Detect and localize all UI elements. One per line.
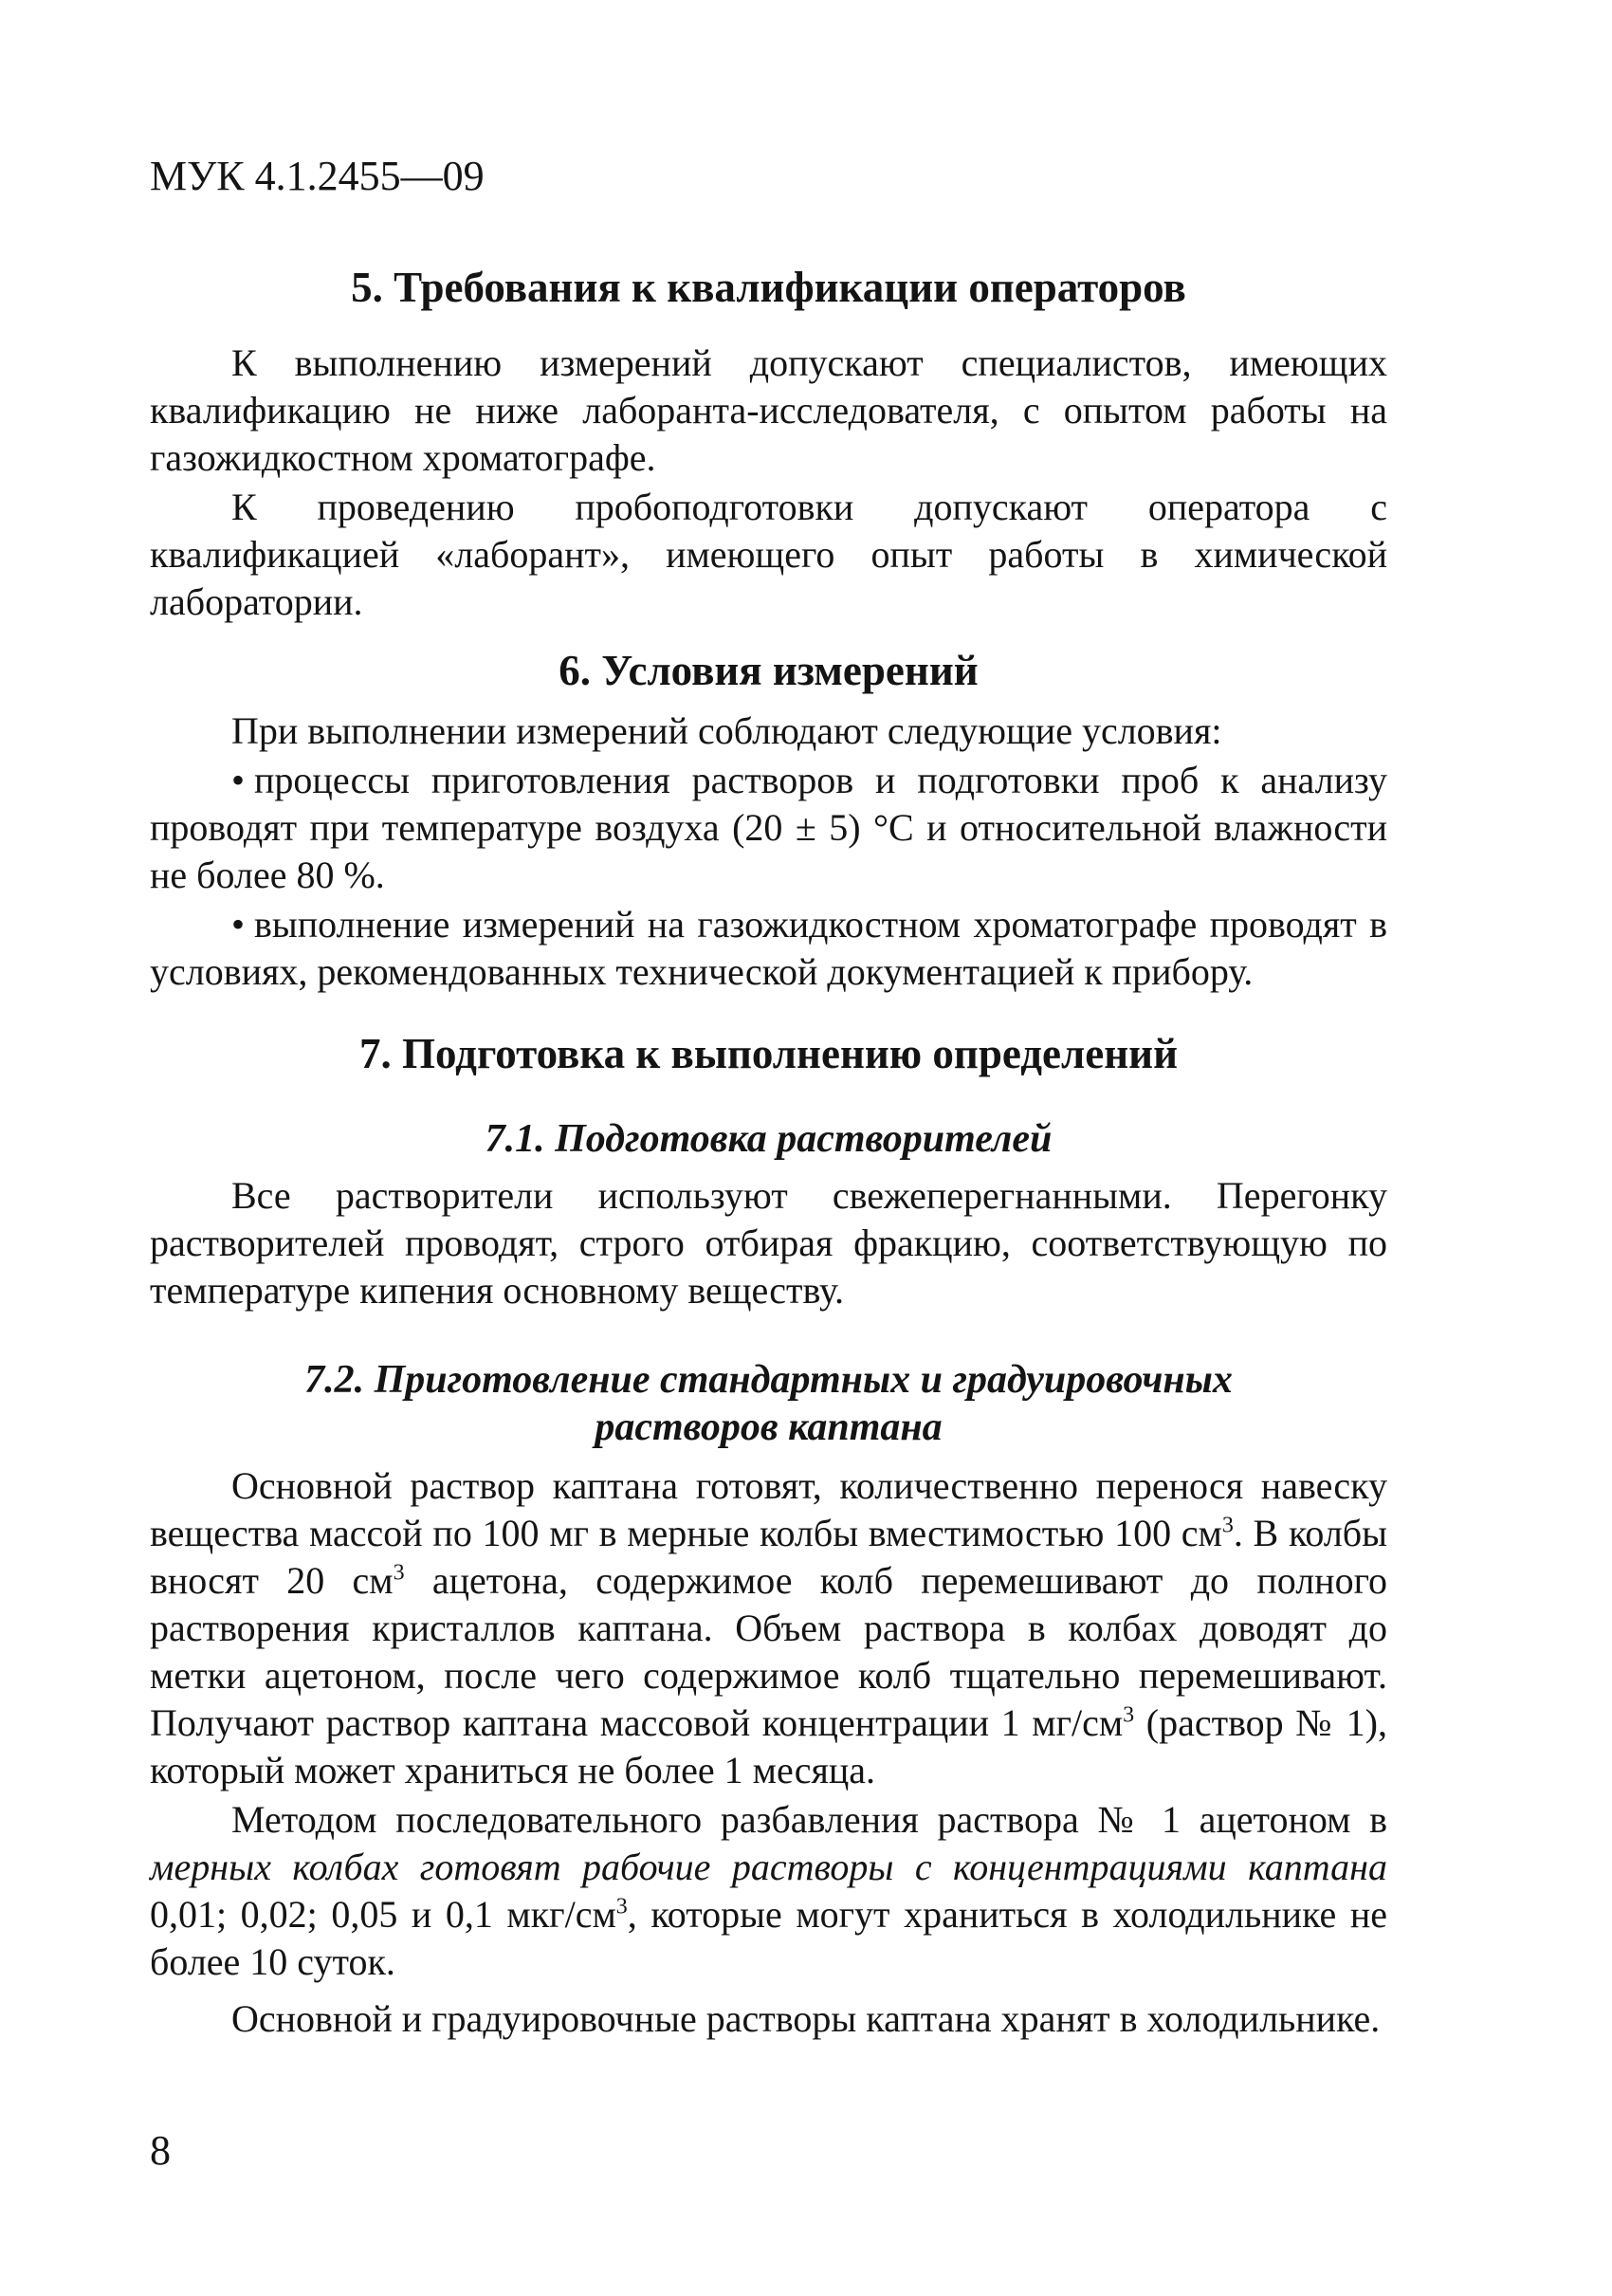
section-6-bullet-2 — [150, 901, 1387, 996]
text-run: (раствор № 1), который может храниться не более 1 месяца. — [150, 1701, 1387, 1791]
superscript: 3 — [393, 1560, 405, 1586]
bullet-icon: • — [231, 759, 246, 801]
page-content — [150, 148, 1387, 2045]
subsection-7-2-paragraph-3: Основной и градуировочные растворы каптана хранят в холодильнике. — [231, 1997, 1381, 2040]
text-run: Методом последовательного разбавления раствора № 1 ацетоном в — [231, 1798, 1387, 1841]
subsection-7-2-paragraph-2 — [150, 1796, 1387, 1986]
page-number: 8 — [150, 2127, 171, 2174]
text-run: ацетона, содержимое колб перемешивают до полного растворения кристаллов каптана. Объем раствора в колбах доводят до метки ацетоном, после чего содержимое колб тщательно перемешивают. Получают раствор каптана массовой концентрации 1 мг/см — [150, 1559, 1387, 1744]
section-5-paragraph-1: К выполнению измерений допускают специалистов, имеющих квалификацию не ниже лаборанта-исследователя, с опытом работы на газожидкостном хроматографе. — [150, 341, 1387, 479]
document-code: МУК 4.1.2455—09 — [150, 153, 485, 199]
text-run: , которые могут храниться в холодильнике не более 10 суток. — [150, 1893, 1387, 1983]
bullet-2-text: выполнение измерений на газожидкостном хроматографе проводят в условиях, рекомендованных технической документацией к прибору. — [150, 903, 1387, 993]
bullet-1-text: процессы приготовления растворов и подготовки проб к анализу проводят при температуре воздуха (20 ± 5) °С и относительной влажности не более 80 %. — [150, 759, 1387, 896]
subsection-7-2-title-line-2: растворов каптана — [595, 1405, 943, 1449]
superscript: 3 — [1221, 1513, 1234, 1538]
italic-text-run: мерных колбах готовят рабочие растворы с концентрациями каптана — [150, 1846, 1387, 1888]
subsection-7-1-title: 7.1. Подготовка растворителей — [485, 1117, 1053, 1161]
subsection-7-2-title-line-1: 7.2. Приготовление стандартных и градуировочных — [304, 1358, 1233, 1402]
bullet-icon: • — [231, 903, 246, 946]
text-run: 0,01; 0,02; 0,05 и 0,1 мкг/см — [150, 1893, 616, 1936]
subsection-7-2-title — [150, 1356, 1387, 1451]
section-5-title: 5. Требования к квалификации операторов — [351, 264, 1186, 311]
section-5-paragraph-2: К проведению пробоподготовки допускают оператора с квалификацией «лаборант», имеющего опыт работы в химической лаборатории. — [150, 486, 1387, 623]
text-run: Основной раствор каптана готовят, количественно перенося навеску вещества массой по 100 мг в мерные колбы вместимостью 100 см — [150, 1464, 1387, 1554]
subsection-7-2-paragraph-1 — [150, 1462, 1387, 1794]
section-6-intro: При выполнении измерений соблюдают следующие условия: — [231, 709, 1222, 752]
section-7-title: 7. Подготовка к выполнению определений — [358, 1030, 1179, 1077]
subsection-7-1-paragraph: Все растворители используют свежеперегнанными. Перегонку растворителей проводят, строго отбирая фракцию, соответствующую по температуре кипения основному веществу. — [150, 1174, 1387, 1312]
superscript: 3 — [1123, 1702, 1135, 1728]
section-6-title: 6. Условия измерений — [559, 647, 979, 694]
section-6-bullet-1 — [150, 757, 1387, 899]
superscript: 3 — [615, 1894, 628, 1919]
text-run: . В колбы вносят 20 см — [150, 1512, 1388, 1602]
